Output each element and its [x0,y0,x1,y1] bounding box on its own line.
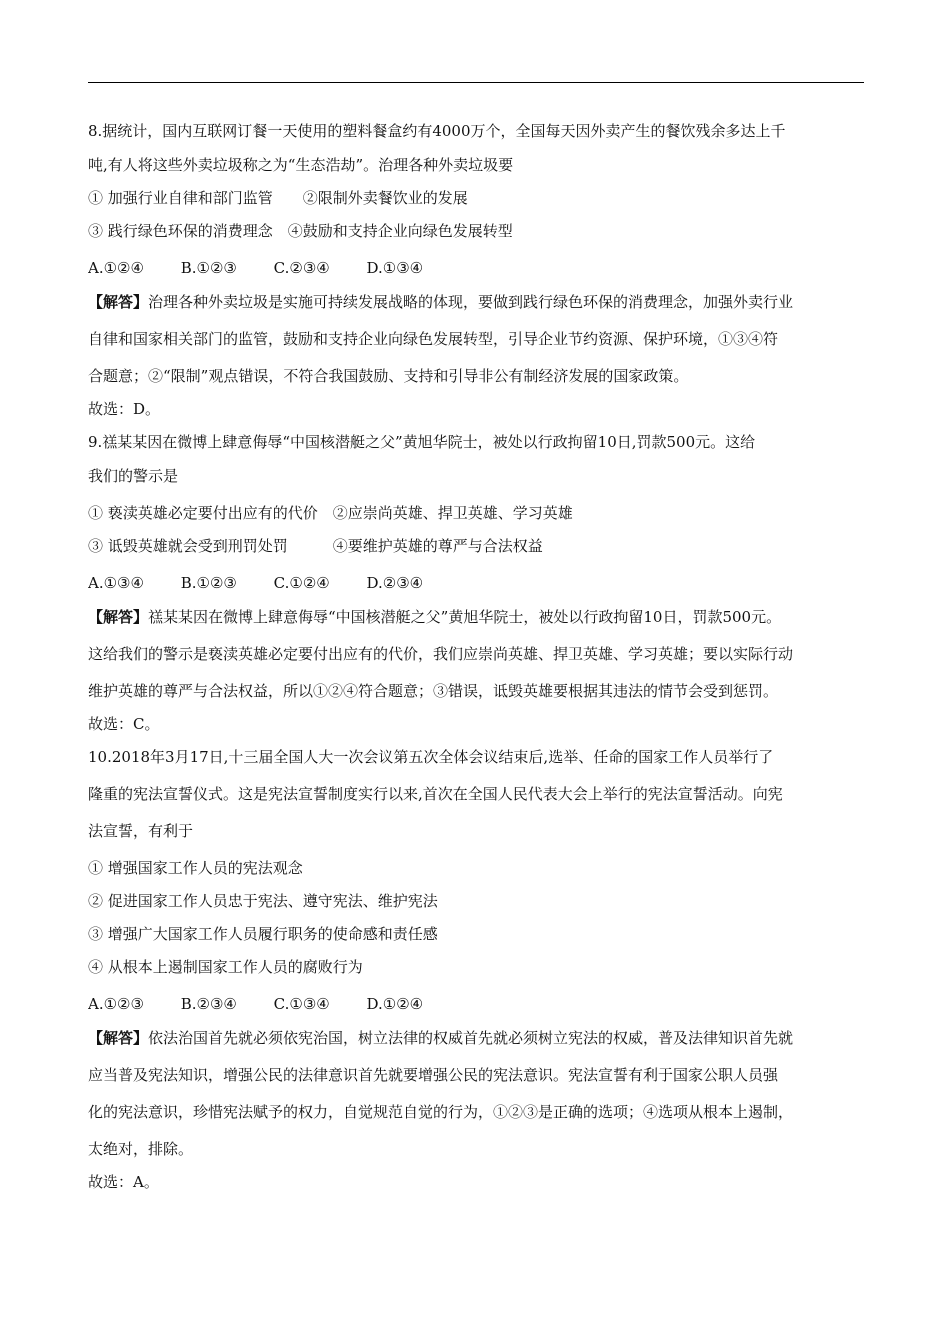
option-a: A.①②④ [88,259,144,277]
header-rule [88,82,864,83]
question-9-answer-line-2: 这给我们的警示是亵渎英雄必定要付出应有的代价，我们应崇尚英雄、捍卫英雄、学习英雄；要以实际行动 [88,645,794,663]
question-10-stem-line-3: 法宣誓，有利于 [88,822,194,840]
option-d: D.①②④ [366,995,424,1013]
question-10-statement-1: ① 增强国家工作人员的宪法观念 [88,859,303,877]
answer-text: 依法治国首先就必须依宪治国，树立法律的权威首先就必须树立宪法的权威，普及法律知识首先就 [148,1029,794,1047]
answer-text: 禚某某因在微博上肆意侮辱“中国核潜艇之父”黄旭华院士，被处以行政拘留10日，罚款500元。 [148,608,782,626]
question-8-statement-1: ① 加强行业自律和部门监管 ②限制外卖餐饮业的发展 [88,189,468,207]
option-a: A.①③④ [88,574,144,592]
option-d: D.①③④ [366,259,424,277]
option-d: D.②③④ [366,574,424,592]
question-10 [88,746,864,1193]
question-9-statement-1: ① 亵渎英雄必定要付出应有的代价 ②应崇尚英雄、捍卫英雄、学习英雄 [88,504,573,522]
question-10-answer-line-2: 应当普及宪法知识，增强公民的法律意识首先就要增强公民的宪法意识。宪法宣誓有利于国家公职人员强 [88,1066,779,1084]
question-9 [88,431,864,735]
question-9-stem-line-2: 我们的警示是 [88,467,179,485]
question-10-answer-line-4: 太绝对，排除。 [88,1140,194,1158]
option-c: C.①③④ [273,995,330,1013]
question-10-options [88,993,864,1015]
question-9-answer-line-3: 维护英雄的尊严与合法权益，所以①②④符合题意；③错误，诋毁英雄要根据其违法的情节会受到惩罚。 [88,682,779,700]
option-b: B.①②③ [180,574,237,592]
answer-tag: 【解答】 [88,1029,149,1047]
question-10-statement-4: ④ 从根本上遏制国家工作人员的腐败行为 [88,958,363,976]
option-b: B.②③④ [180,995,237,1013]
answer-text: 治理各种外卖垃圾是实施可持续发展战略的体现，要做到践行绿色环保的消费理念，加强外卖行业 [148,293,794,311]
answer-tag: 【解答】 [88,608,149,626]
question-9-choice: 故选：C。 [88,715,160,733]
question-8-answer-line-3: 合题意；②“限制”观点错误，不符合我国鼓励、支持和引导非公有制经济发展的国家政策。 [88,367,689,385]
question-8-choice: 故选：D。 [88,400,161,418]
question-10-answer-line-3: 化的宪法意识，珍惜宪法赋予的权力，自觉规范自觉的行为，①②③是正确的选项；④选项从根本上遏制， [88,1103,794,1121]
question-10-choice: 故选：A。 [88,1173,159,1191]
question-8-statement-2: ③ 践行绿色环保的消费理念 ④鼓励和支持企业向绿色发展转型 [88,222,513,240]
question-10-stem-line-1: 10.2018年3月17日,十三届全国人大一次会议第五次全体会议结束后,选举、任命的国家工作人员举行了 [88,748,774,766]
question-10-statement-3: ③ 增强广大国家工作人员履行职务的使命感和责任感 [88,925,438,943]
question-9-statement-2: ③ 诋毁英雄就会受到刑罚处罚 ④要维护英雄的尊严与合法权益 [88,537,543,555]
question-9-options [88,572,864,594]
question-8-answer-line-1 [88,291,864,313]
question-10-answer-line-1 [88,1027,864,1049]
question-8-stem-line-1: 8.据统计，国内互联网订餐一天使用的塑料餐盒约有4000万个，全国每天因外卖产生的餐饮残余多达上千 [88,122,786,140]
question-8-stem-line-2: 吨,有人将这些外卖垃圾称之为“生态浩劫”。治理各种外卖垃圾要 [88,156,514,174]
question-9-stem-line-1: 9.禚某某因在微博上肆意侮辱“中国核潜艇之父”黄旭华院士，被处以行政拘留10日,罚款500元。这给 [88,433,756,451]
answer-tag: 【解答】 [88,293,149,311]
question-8-options [88,257,864,279]
question-9-answer-line-1 [88,606,864,628]
document-body [88,120,864,1193]
option-c: C.②③④ [273,259,330,277]
question-8-answer-line-2: 自律和国家相关部门的监管，鼓励和支持企业向绿色发展转型，引导企业节约资源、保护环境，①③④符 [88,330,779,348]
option-c: C.①②④ [273,574,330,592]
option-a: A.①②③ [88,995,144,1013]
question-10-statement-2: ② 促进国家工作人员忠于宪法、遵守宪法、维护宪法 [88,892,438,910]
question-8 [88,120,864,420]
option-b: B.①②③ [180,259,237,277]
question-10-stem-line-2: 隆重的宪法宣誓仪式。这是宪法宣誓制度实行以来,首次在全国人民代表大会上举行的宪法宣誓活动。向宪 [88,785,783,803]
